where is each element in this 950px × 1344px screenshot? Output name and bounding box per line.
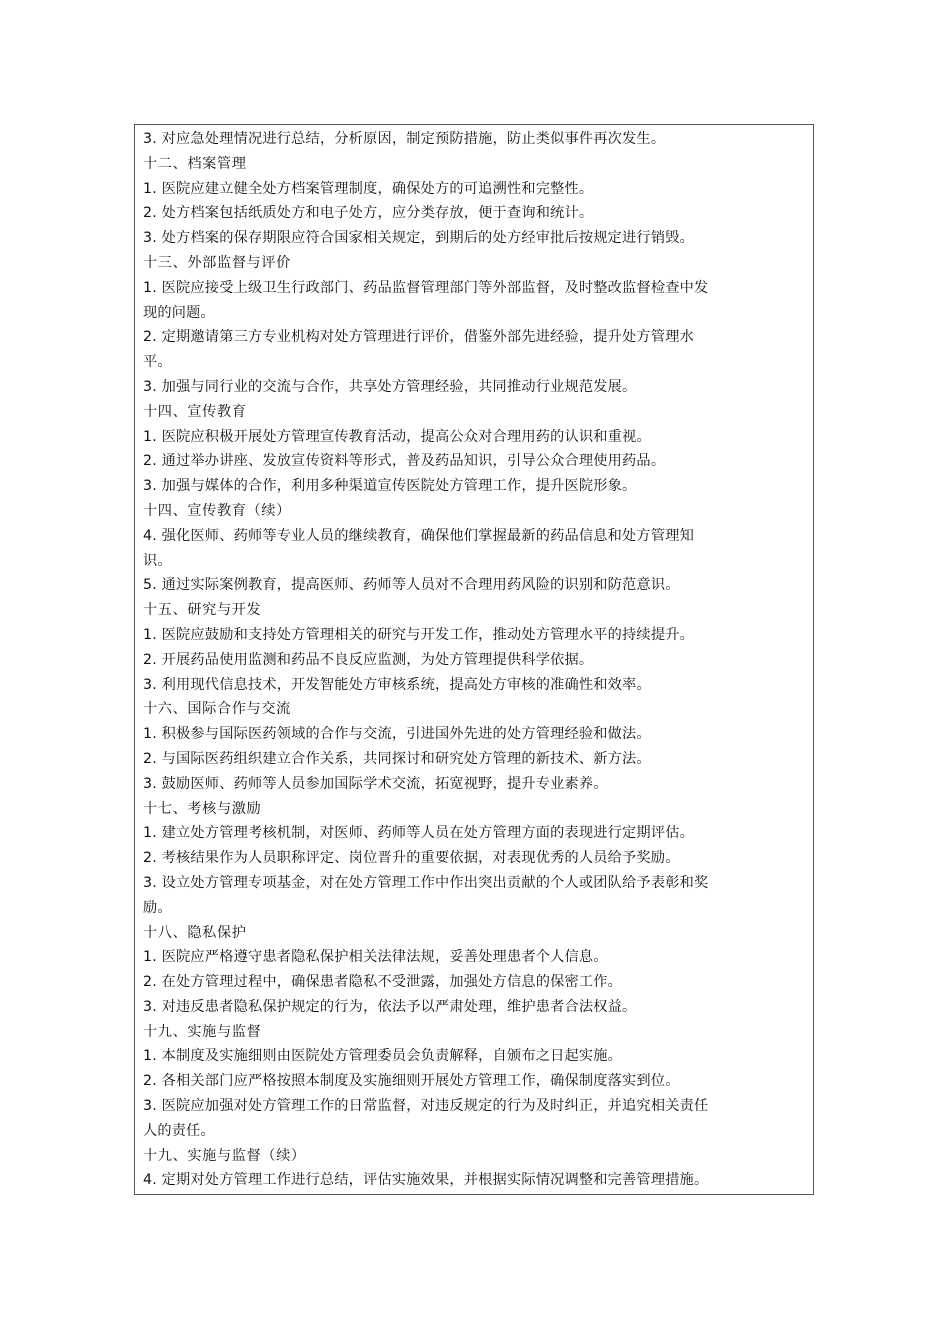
list-item: 3. 加强与同行业的交流与合作，共享处方管理经验，共同推动行业规范发展。	[143, 378, 637, 395]
section-heading: 十五、研究与开发	[143, 602, 262, 619]
list-item: 1. 医院应鼓励和支持处方管理相关的研究与开发工作，推动处方管理水平的持续提升。	[143, 626, 694, 643]
list-item: 2. 处方档案包括纸质处方和电子处方，应分类存放，便于查询和统计。	[143, 205, 594, 222]
list-item: 3. 利用现代信息技术，开发智能处方审核系统，提高处方审核的准确性和效率。	[143, 676, 651, 693]
section-heading: 十七、考核与激励	[143, 800, 262, 817]
list-item: 5. 通过实际案例教育，提高医师、药师等人员对不合理用药风险的识别和防范意识。	[143, 577, 680, 594]
paragraph-continuation: 人的责任。	[143, 1122, 215, 1139]
list-item: 3. 鼓励医师、药师等人员参加国际学术交流，拓宽视野，提升专业素养。	[143, 775, 608, 792]
section-heading: 十六、国际合作与交流	[143, 701, 291, 718]
list-item: 1. 积极参与国际医药领域的合作与交流，引进国外先进的处方管理经验和做法。	[143, 726, 651, 743]
section-heading: 十八、隐私保护	[143, 924, 247, 941]
section-heading: 十九、实施与监督（续）	[143, 1147, 306, 1164]
list-item: 2. 各相关部门应严格按照本制度及实施细则开展处方管理工作，确保制度落实到位。	[143, 1073, 680, 1090]
paragraph-continuation: 励。	[143, 899, 172, 916]
list-item: 2. 定期邀请第三方专业机构对处方管理进行评价，借鉴外部先进经验，提升处方管理水	[143, 329, 694, 346]
document-text-box	[134, 124, 814, 1195]
section-heading: 十九、实施与监督	[143, 1023, 262, 1040]
list-item: 2. 在处方管理过程中，确保患者隐私不受泄露，加强处方信息的保密工作。	[143, 974, 623, 991]
section-heading: 十三、外部监督与评价	[143, 254, 291, 271]
paragraph-continuation: 平。	[143, 354, 172, 371]
list-item: 3. 设立处方管理专项基金，对在处方管理工作中作出突出贡献的个人或团队给予表彰和奖	[143, 874, 709, 891]
list-item: 4. 定期对处方管理工作进行总结，评估实施效果，并根据实际情况调整和完善管理措施。	[143, 1172, 709, 1189]
list-item: 3. 处方档案的保存期限应符合国家相关规定，到期后的处方经审批后按规定进行销毁。	[143, 230, 694, 247]
list-item: 1. 医院应接受上级卫生行政部门、药品监督管理部门等外部监督，及时整改监督检查中发	[143, 279, 709, 296]
list-item: 1. 医院应积极开展处方管理宣传教育活动，提高公众对合理用药的认识和重视。	[143, 428, 651, 445]
list-item: 2. 与国际医药组织建立合作关系，共同探讨和研究处方管理的新技术、新方法。	[143, 750, 651, 767]
section-heading: 十四、宣传教育	[143, 403, 247, 420]
list-item: 3. 对违反患者隐私保护规定的行为，依法予以严肃处理，维护患者合法权益。	[143, 998, 637, 1015]
section-heading: 十二、档案管理	[143, 155, 247, 172]
list-item: 3. 加强与媒体的合作，利用多种渠道宣传医院处方管理工作，提升医院形象。	[143, 478, 637, 495]
list-item: 1. 建立处方管理考核机制，对医师、药师等人员在处方管理方面的表现进行定期评估。	[143, 825, 694, 842]
list-item: 2. 开展药品使用监测和药品不良反应监测，为处方管理提供科学依据。	[143, 651, 594, 668]
section-heading: 十四、宣传教育（续）	[143, 502, 291, 519]
list-item: 1. 本制度及实施细则由医院处方管理委员会负责解释，自颁布之日起实施。	[143, 1048, 623, 1065]
list-item: 2. 通过举办讲座、发放宣传资料等形式，普及药品知识，引导公众合理使用药品。	[143, 453, 666, 470]
paragraph-continuation: 识。	[143, 552, 172, 569]
list-item: 3. 医院应加强对处方管理工作的日常监督，对违反规定的行为及时纠正，并追究相关责任	[143, 1098, 709, 1115]
list-item: 4. 强化医师、药师等专业人员的继续教育，确保他们掌握最新的药品信息和处方管理知	[143, 527, 694, 544]
list-item: 1. 医院应严格遵守患者隐私保护相关法律法规，妥善处理患者个人信息。	[143, 949, 608, 966]
paragraph-continuation: 现的问题。	[143, 304, 215, 321]
list-item: 3. 对应急处理情况进行总结，分析原因，制定预防措施，防止类似事件再次发生。	[143, 131, 666, 147]
list-item: 1. 医院应建立健全处方档案管理制度，确保处方的可追溯性和完整性。	[143, 180, 594, 197]
list-item: 2. 考核结果作为人员职称评定、岗位晋升的重要依据，对表现优秀的人员给予奖励。	[143, 850, 680, 867]
